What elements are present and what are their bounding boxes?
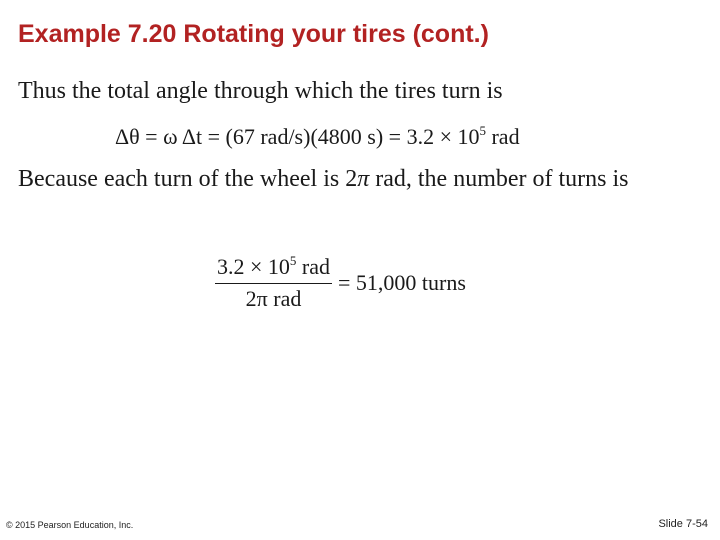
- fraction-denominator: 2π rad: [245, 286, 302, 311]
- paragraph-number-of-turns: [18, 164, 678, 194]
- fraction: [215, 254, 332, 312]
- paragraph-pi-symbol: π: [357, 166, 370, 192]
- equation-total-angle-exponent: 5: [479, 123, 486, 138]
- footer-copyright: © 2015 Pearson Education, Inc.: [6, 520, 134, 530]
- paragraph-number-of-turns-part1: Because each turn of the wheel is 2: [18, 166, 358, 192]
- fraction-numerator: [215, 254, 332, 284]
- fraction-numerator-unit: rad: [296, 254, 331, 279]
- fraction-numerator-exponent: 5: [289, 253, 297, 268]
- fraction-numerator-base: 3.2 × 10: [217, 254, 290, 279]
- slide-title: Example 7.20 Rotating your tires (cont.): [18, 20, 489, 48]
- equation-total-angle-unit: rad: [485, 124, 520, 149]
- equation-total-angle-lhs: Δθ = ω Δt = (67 rad/s)(4800 s) = 3.2 × 10: [115, 124, 480, 149]
- paragraph-number-of-turns-part2: rad, the number of turns is: [369, 166, 629, 192]
- equation-number-of-turns: [215, 254, 466, 312]
- equation-total-angle: [115, 124, 520, 150]
- paragraph-total-angle: Thus the total angle through which the tires turn is: [18, 78, 503, 104]
- footer-slide-number: Slide 7-54: [658, 518, 708, 530]
- equation-result: = 51,000 turns: [338, 270, 466, 295]
